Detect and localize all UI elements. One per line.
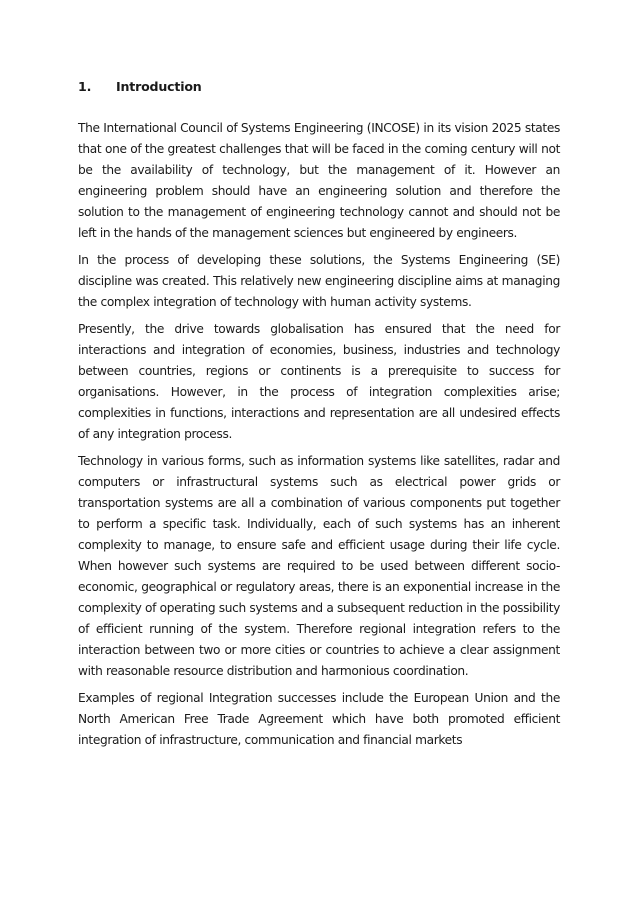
paragraph-regional-integration-examples: Examples of regional Integration successes include the European Union and the North American Free Trade Agreement which have both promoted efficient integration of infrastructure, communication and financial markets (78, 691, 560, 747)
paragraph-globalisation: Presently, the drive towards globalisation has ensured that the need for interactions and integration of economies, business, industries and technology between countries, regions or continents is a prerequisite to success for organisations. However, in the process of integration complexities arise; complexities in functions, interactions and representation are all undesired effects of any integration process. (78, 322, 560, 441)
section-title: Introduction (116, 79, 202, 94)
section-number: 1. (78, 79, 92, 94)
paragraph-incose-vision: The International Council of Systems Engineering (INCOSE) in its vision 2025 states that one of the greatest challenges that will be faced in the coming century will not be the availability of technology, but the management of it. However an engineering problem should have an engineering solution and therefore the solution to the management of engineering technology cannot and should not be left in the hands of the management sciences but engineered by engineers. (78, 121, 560, 240)
section-heading (78, 76, 560, 97)
paragraph-technology-forms: Technology in various forms, such as information systems like satellites, radar and computers or infrastructural systems such as electrical power grids or transportation systems are all a combination of various components put together to perform a specific task. Individually, each of such systems has an inherent complexity to manage, to ensure safe and efficient usage during their life cycle. When however such systems are required to be used between different socio-economic, geographical or regulatory areas, there is an exponential increase in the complexity of operating such systems and a subsequent reduction in the possibility of efficient running of the system. Therefore regional integration refers to the interaction between two or more cities or countries to achieve a clear assignment with reasonable resource distribution and harmonious coordination. (78, 454, 560, 678)
document-body (78, 76, 560, 757)
paragraph-systems-engineering: In the process of developing these solutions, the Systems Engineering (SE) discipline was created. This relatively new engineering discipline aims at managing the complex integration of technology with human activity systems. (78, 253, 560, 309)
